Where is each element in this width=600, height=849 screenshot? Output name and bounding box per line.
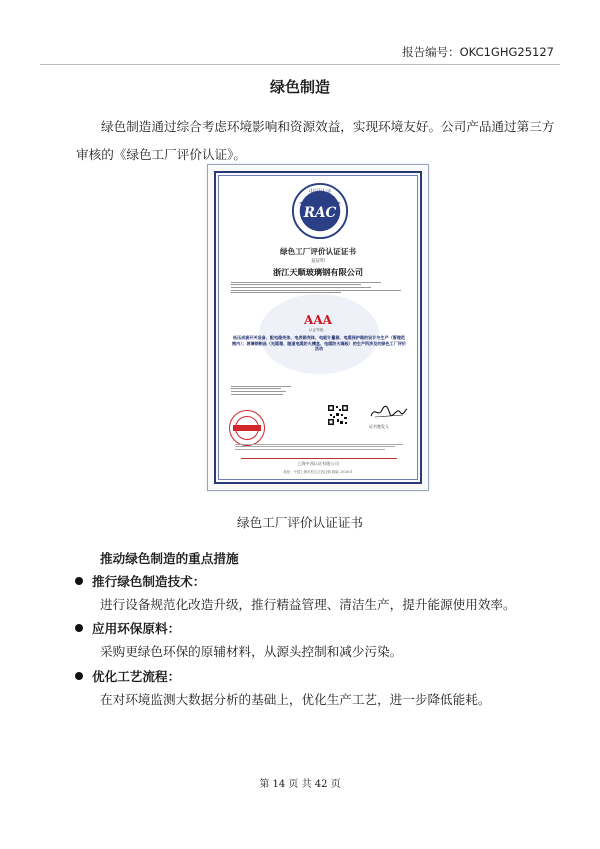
certificate-image [207,164,429,491]
certificate-notice [235,442,403,451]
measure-item-desc: 采购更绿色环保的原辅材料，从源头控制和减少污染。 [100,644,403,659]
certificate-company: 浙江天顺玻璃钢有限公司 [272,267,364,277]
header-divider [40,64,560,65]
certificate-divider [241,458,397,459]
certificate-scope: 低压成套开关设备、配电箱壳体、电表箱壳体、电能计量箱、电缆保护箱的设计与生产（管理范围内）；玻璃钢制品（光缆箱、隧道电缆防火槽盒、电缆防火隔板）的生产所涉及的绿色工厂评价活动 [232,335,406,352]
bullet-icon [75,672,83,680]
measure-item-desc: 进行设备规范化改造升级，推行精益管理、清洁生产，提升能源使用效率。 [100,597,516,612]
certificate-fine-print [231,280,401,295]
section-title: 绿色制造 [269,78,330,96]
rac-logo-icon [291,182,349,240]
certificate-issuer: 上海中西认证有限公司 地址：中国上海市松江区泗泾镇 邮编 201601 [283,461,353,474]
signature-icon [369,404,409,420]
certificate-grade-label: 认证等级： [309,328,327,332]
intro-paragraph: 绿色制造通过综合考虑环境影响和资源效益，实现环境友好。公司产品通过第三方审核的《绿色工厂评价认证》。 [76,119,555,162]
bullet-icon [75,624,83,632]
measure-item-desc: 在对环境监测大数据分析的基础上，优化生产工艺，进一步降低能耗。 [100,692,491,707]
rac-logo-text: RAC [303,204,337,221]
measure-item-title: 推行绿色制造技术： [75,571,205,590]
certificate-grade: AAA [304,313,332,327]
signatory-label: 证书签发人 [369,424,389,429]
figure-caption: 绿色工厂评价认证证书 [237,515,363,530]
certificate-dates [231,384,291,396]
rac-logo-top-text: 中国认证 [308,189,332,196]
certificate-body [218,175,418,480]
page-number: 第 14 页 共 42 页 [259,779,341,790]
qr-code-icon [327,404,349,426]
certificate-subheading: 兹证明 [311,259,325,264]
bullet-icon [75,577,83,585]
certification-seal-icon [229,410,265,446]
measure-item-title: 应用环保原料： [75,618,180,637]
measures-title: 推动绿色制造的重点措施 [100,551,239,566]
measure-item-title: 优化工艺流程： [75,666,180,685]
certificate-watermark [259,294,379,374]
report-number: 报告编号：OKC1GHG25127 [402,45,554,59]
certificate-title: 绿色工厂评价认证证书 [280,247,356,256]
